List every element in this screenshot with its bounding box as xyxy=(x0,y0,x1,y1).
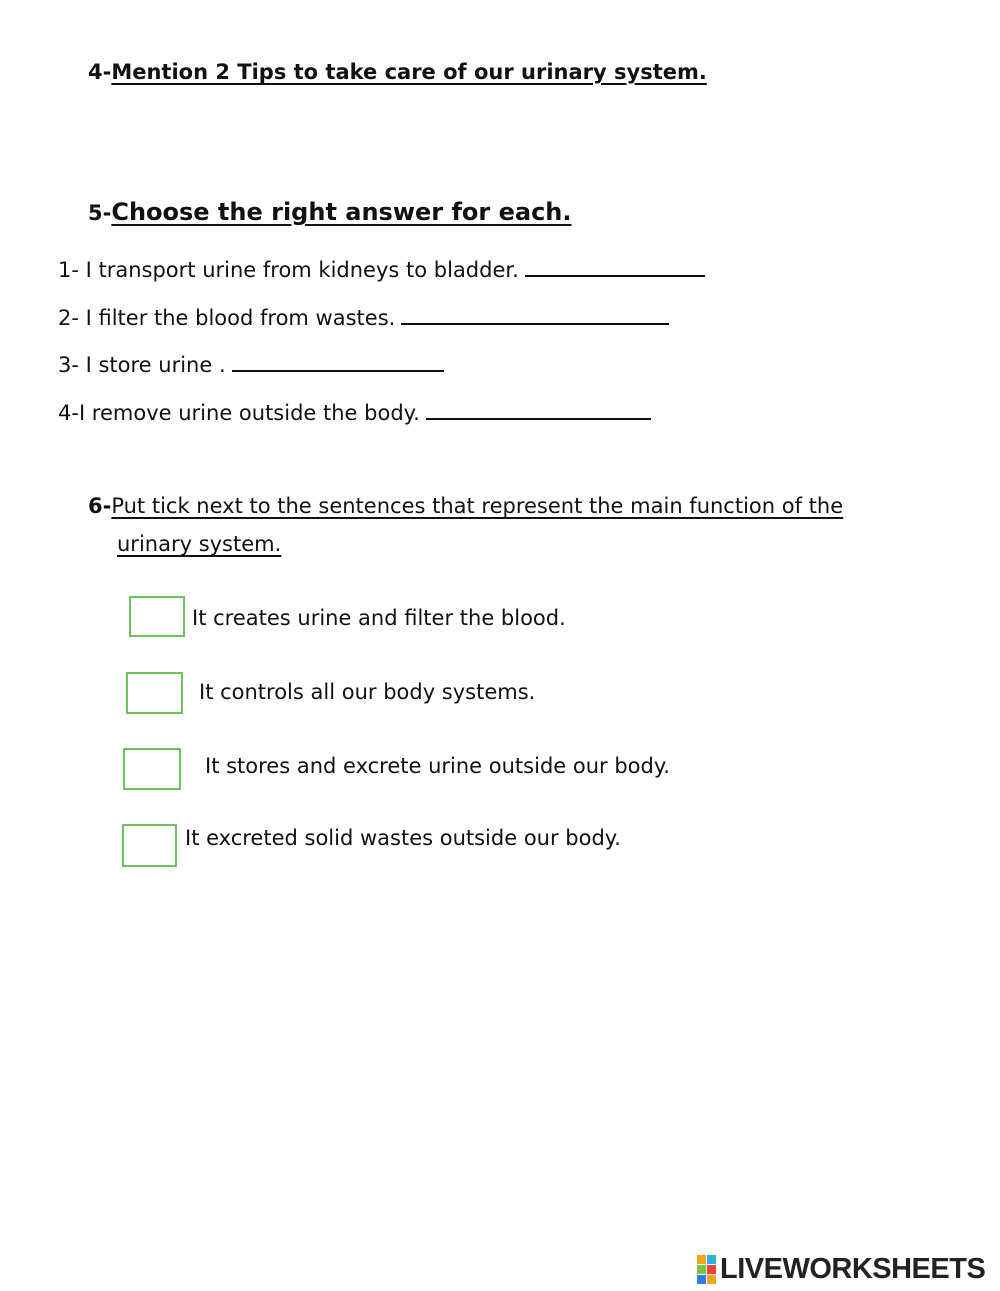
question-6 xyxy=(88,494,843,518)
question-6-line2 xyxy=(117,532,281,556)
option-4-text: It excreted solid wastes outside our body. xyxy=(185,826,621,850)
question-4-text: Mention 2 Tips to take care of our urinary system. xyxy=(111,60,707,84)
question-5-item-3 xyxy=(58,352,444,377)
liveworksheets-logo xyxy=(697,1253,985,1285)
tick-box-3[interactable] xyxy=(123,748,181,790)
question-5 xyxy=(88,198,572,226)
question-5-item-4 xyxy=(58,400,651,425)
question-5-item-1 xyxy=(58,257,705,282)
question-5-item-2 xyxy=(58,305,669,330)
logo-text: LIVEWORKSHEETS xyxy=(720,1252,986,1285)
option-1-text: It creates urine and filter the blood. xyxy=(192,606,566,630)
question-5-item-4-text: 4-I remove urine outside the body. xyxy=(58,401,420,425)
logo-mark-icon xyxy=(697,1255,716,1284)
tick-box-2[interactable] xyxy=(126,672,183,714)
question-4 xyxy=(88,60,707,84)
question-5-item-1-text: 1- I transport urine from kidneys to bladder. xyxy=(58,258,519,282)
answer-blank-4[interactable] xyxy=(426,400,651,420)
answer-blank-3[interactable] xyxy=(232,352,444,372)
question-6-text-line2: urinary system. xyxy=(117,532,282,556)
question-4-number: 4- xyxy=(88,60,112,84)
question-5-item-3-text: 3- I store urine . xyxy=(58,353,226,377)
question-6-number: 6- xyxy=(88,494,112,518)
answer-blank-1[interactable] xyxy=(525,257,705,277)
question-6-text-line1: Put tick next to the sentences that represent the main function of the xyxy=(111,494,844,518)
answer-blank-2[interactable] xyxy=(401,305,669,325)
question-5-number: 5- xyxy=(88,201,112,225)
question-5-text: Choose the right answer for each. xyxy=(111,198,572,226)
tick-box-1[interactable] xyxy=(129,596,185,637)
option-2-text: It controls all our body systems. xyxy=(199,680,536,704)
option-3-text: It stores and excrete urine outside our body. xyxy=(205,754,670,778)
question-5-item-2-text: 2- I filter the blood from wastes. xyxy=(58,306,396,330)
tick-box-4[interactable] xyxy=(122,824,177,867)
